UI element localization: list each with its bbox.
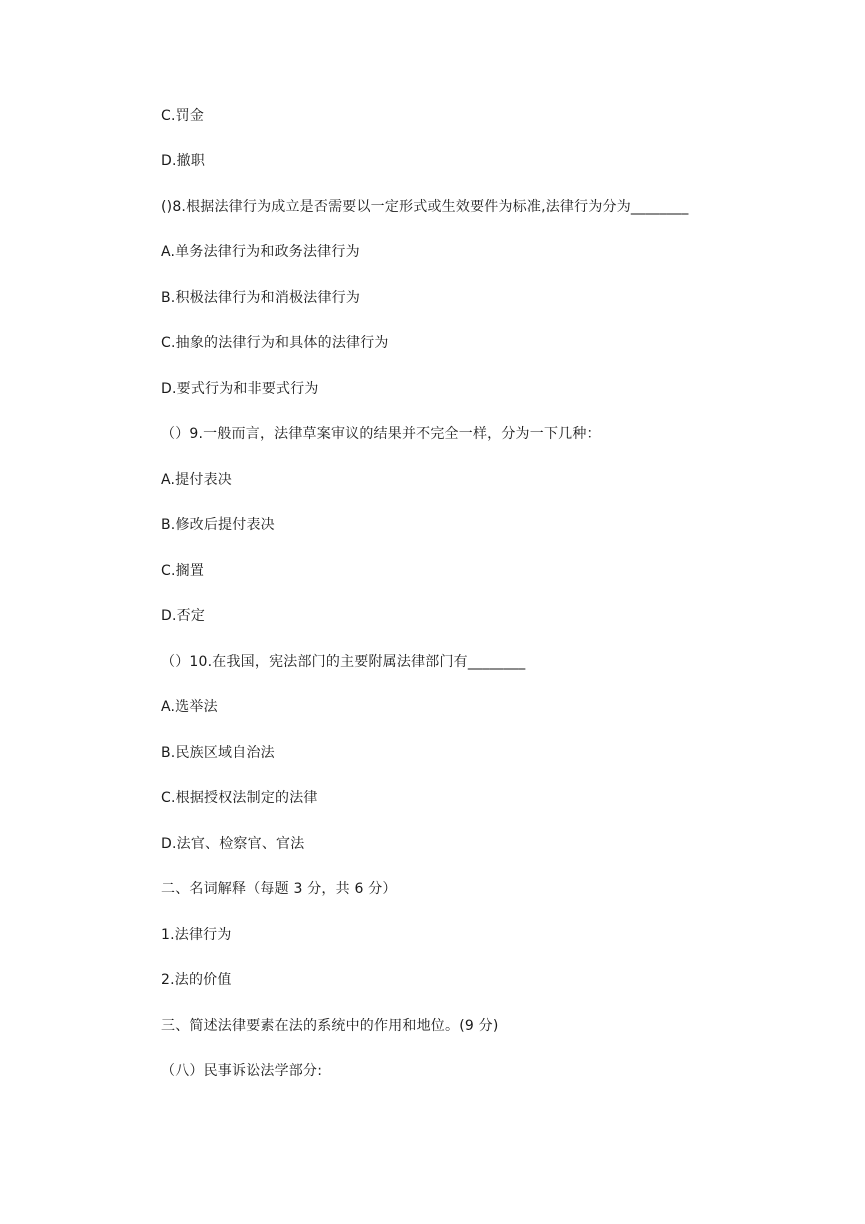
question-8: ()8.根据法律行为成立是否需要以一定形式或生效要件为标准,法律行为分为________ xyxy=(161,199,689,215)
q9-option-a: A.提付表决 xyxy=(161,472,232,488)
option-d-dismissal: D.撤职 xyxy=(161,153,206,169)
q10-option-c: C.根据授权法制定的法律 xyxy=(161,790,318,806)
question-9: （）9.一般而言，法律草案审议的结果并不完全一样，分为一下几种： xyxy=(161,426,601,442)
option-c-fine: C.罚金 xyxy=(161,108,205,124)
section-2-heading: 二、名词解释（每题 3 分，共 6 分） xyxy=(161,881,397,897)
section-3-heading: 三、简述法律要素在法的系统中的作用和地位。(9 分) xyxy=(161,1018,499,1034)
q8-option-a: A.单务法律行为和政务法律行为 xyxy=(161,244,360,260)
term-2: 2.法的价值 xyxy=(161,972,232,988)
q10-option-b: B.民族区域自治法 xyxy=(161,745,275,761)
q8-option-b: B.积极法律行为和消极法律行为 xyxy=(161,290,361,306)
term-1: 1.法律行为 xyxy=(161,927,232,943)
q9-option-b: B.修改后提付表决 xyxy=(161,517,275,533)
q9-option-d: D.否定 xyxy=(161,608,206,624)
q10-option-a: A.选举法 xyxy=(161,699,218,715)
q10-option-d: D.法官、检察官、官法 xyxy=(161,836,305,852)
section-8-heading: （八）民事诉讼法学部分: xyxy=(161,1063,323,1079)
q8-option-d: D.要式行为和非要式行为 xyxy=(161,381,319,397)
q9-option-c: C.搁置 xyxy=(161,563,205,579)
question-10: （）10.在我国，宪法部门的主要附属法律部门有________ xyxy=(161,654,526,670)
q8-option-c: C.抽象的法律行为和具体的法律行为 xyxy=(161,335,389,351)
